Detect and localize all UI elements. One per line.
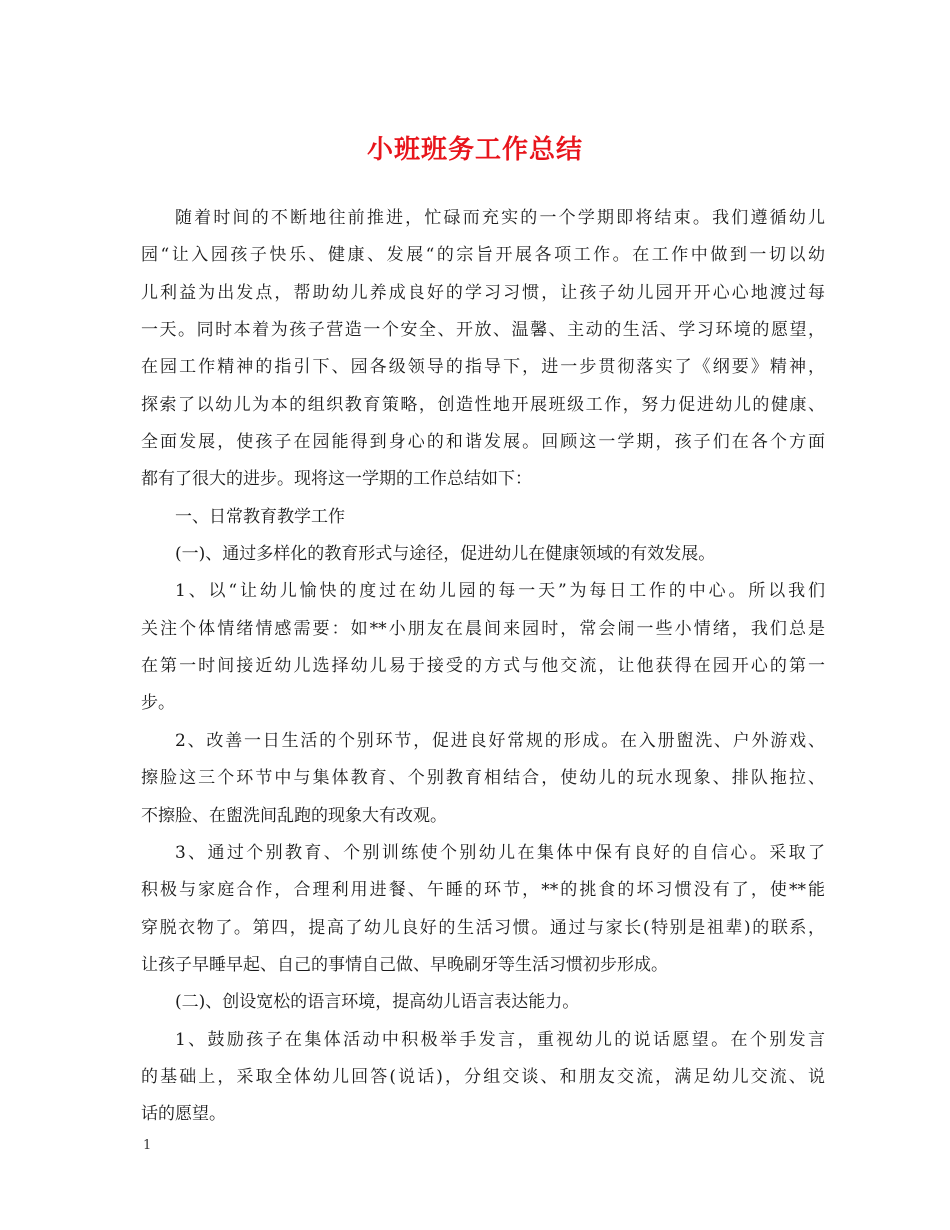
- paragraph-line: 2、改善一日生活的个别环节，促进良好常规的形成。在入册盥洗、户外游戏、: [175, 730, 825, 751]
- paragraph-line: 擦脸这三个环节中与集体教育、个别教育相结合，使幼儿的玩水现象、排队拖拉、: [141, 768, 825, 789]
- paragraph-line: 的基础上，采取全体幼儿回答(说话)，分组交谈、和朋友交流，满足幼儿交流、说: [141, 1066, 825, 1087]
- paragraph-line: 在园工作精神的指引下、园各级领导的指导下，进一步贯彻落实了《纲要》精神，: [141, 357, 825, 378]
- document-title: 小班班务工作总结: [366, 135, 583, 165]
- paragraph-line: 在第一时间接近幼儿选择幼儿易于接受的方式与他交流，让他获得在园开心的第一: [141, 656, 825, 677]
- paragraph-line: 全面发展，使孩子在园能得到身心的和谐发展。回顾这一学期，孩子们在各个方面: [141, 432, 825, 453]
- paragraph-line: 园“让入园孩子快乐、健康、发展“的宗旨开展各项工作。在工作中做到一切以幼: [141, 245, 825, 266]
- paragraph-line: 3、通过个别教育、个别训练使个别幼儿在集体中保有良好的自信心。采取了: [175, 842, 825, 863]
- paragraph-line: 一天。同时本着为孩子营造一个安全、开放、温馨、主动的生活、学习环境的愿望，: [141, 320, 825, 341]
- paragraph-line: 积极与家庭合作，合理利用进餐、午睡的环节，**的挑食的坏习惯没有了，使**能: [141, 880, 825, 901]
- paragraph-line: 1、以“让幼儿愉快的度过在幼儿园的每一天”为每日工作的中心。所以我们: [175, 581, 825, 602]
- paragraph-line: 儿利益为出发点，帮助幼儿养成良好的学习习惯，让孩子幼儿园开开心心地渡过每: [141, 282, 825, 303]
- paragraph-line: 穿脱衣物了。第四，提高了幼儿良好的生活习惯。通过与家长(特别是祖辈)的联系，: [141, 917, 825, 938]
- paragraph-line: 关注个体情绪情感需要：如**小朋友在晨间来园时，常会闹一些小情绪，我们总是: [141, 618, 825, 639]
- paragraph-line: 话的愿望。: [141, 1104, 226, 1125]
- paragraph-line: 步。: [141, 693, 175, 714]
- page-number: 1: [143, 1138, 152, 1153]
- paragraph-line: 随着时间的不断地往前推进，忙碌而充实的一个学期即将结束。我们遵循幼儿: [175, 208, 825, 228]
- subsection-heading: (二)、创设宽松的语言环境，提高幼儿语言表达能力。: [175, 992, 580, 1013]
- subsection-heading: (一)、通过多样化的教育形式与途径，促进幼儿在健康领域的有效发展。: [175, 544, 716, 565]
- section-heading: 一、日常教育教学工作: [175, 506, 345, 527]
- paragraph-line: 1、鼓励孩子在集体活动中积极举手发言，重视幼儿的说话愿望。在个别发言: [175, 1029, 825, 1050]
- paragraph-line: 都有了很大的进步。现将这一学期的工作总结如下：: [141, 469, 532, 490]
- paragraph-line: 探索了以幼儿为本的组织教育策略，创造性地开展班级工作，努力促进幼儿的健康、: [141, 394, 825, 415]
- paragraph-line: 不擦脸、在盥洗间乱跑的现象大有改观。: [141, 805, 447, 826]
- paragraph-line: 让孩子早睡早起、自己的事情自己做、早晚刷牙等生活习惯初步形成。: [141, 954, 668, 975]
- document-body: [141, 200, 825, 1134]
